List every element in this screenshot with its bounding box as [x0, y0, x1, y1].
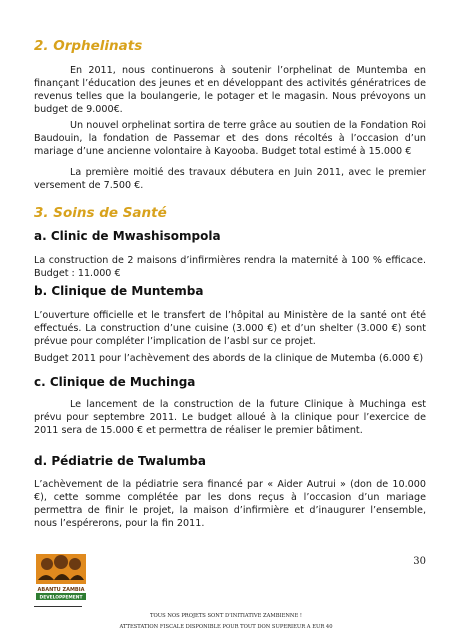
subheading-clinique-muchinga: c. Clinique de Muchinga	[34, 375, 196, 389]
paragraph-premiere-moitie: La première moitié des travaux débutera en Juin 2011, avec le premier versement de 7.500 €.	[34, 167, 426, 191]
svg-text:ABANTU ZAMBIA: ABANTU ZAMBIA	[37, 587, 85, 593]
footer-attestation: ATTESTATION FISCALE DISPONIBLE POUR TOUT DON SUPERIEUR A EUR 40	[119, 624, 333, 630]
subheading-clinic-mwashisompola: a. Clinic de Mwashisompola	[34, 229, 221, 243]
subheading-pediatrie-twalumba: d. Pédiatrie de Twalumba	[34, 454, 206, 468]
abantu-zambia-logo	[36, 554, 86, 602]
paragraph-budget-muntemba: Budget 2011 pour l’achèvement des abords de la clinique de Mutemba (6.000 €)	[34, 353, 424, 364]
heading-orphelinats: 2. Orphelinats	[34, 38, 143, 54]
footer-initiative: TOUS NOS PROJETS SONT D’INITIATIVE ZAMBIENNE !	[150, 613, 302, 619]
paragraph-clinic-mwashisompola: La construction de 2 maisons d’infirmières rendra la maternité à 100 % efficace. Budget : 11.000 €	[34, 255, 426, 279]
paragraph-orphelinat-muntemba: En 2011, nous continuerons à soutenir l’orphelinat de Muntemba en finançant l’éducation des jeunes et en développant des activités génératrices de revenus telles que la boulangerie, le potager et le magasin. Nous prévoyons un budget de 9.000€.	[34, 65, 426, 115]
heading-soins-de-sante: 3. Soins de Santé	[34, 205, 167, 221]
paragraph-clinique-muntemba: L’ouverture officielle et le transfert de l’hôpital au Ministère de la santé ont été effectués. La construction d’une cuisine (3.000 €) et d’un shelter (3.000 €) sont prévue pour compléter l’implication de l’asbl sur ce projet.	[34, 310, 426, 347]
svg-text:DEVELOPPEMENT: DEVELOPPEMENT	[39, 595, 83, 601]
paragraph-pediatrie-twalumba: L’achèvement de la pédiatrie sera financé par « Aider Autrui » (don de 10.000 €), cette somme complétée par les dons reçus à l’occasion d’un mariage permettra de finir le projet, la maison d’infirmière et d’inaugurer l’ensemble, nous l’espérerons, pour la fin 2011.	[34, 479, 426, 529]
footer-divider	[34, 606, 82, 607]
paragraph-clinique-muchinga: Le lancement de la construction de la future Clinique à Muchinga est prévu pour septembre 2011. Le budget alloué à la clinique pour l’exercice de 2011 sera de 15.000 € et permettra de réaliser le premier bâtiment.	[34, 399, 426, 436]
subheading-clinique-muntemba: b. Clinique de Muntemba	[34, 284, 204, 298]
paragraph-nouvel-orphelinat: Un nouvel orphelinat sortira de terre grâce au soutien de la Fondation Roi Baudouin, la fondation de Passemar et des dons récoltés à l’occasion d’un mariage d’une ancienne volontaire à Kayooba. Budget total estimé à 15.000 €	[34, 120, 426, 157]
page-number: 30	[413, 556, 426, 567]
